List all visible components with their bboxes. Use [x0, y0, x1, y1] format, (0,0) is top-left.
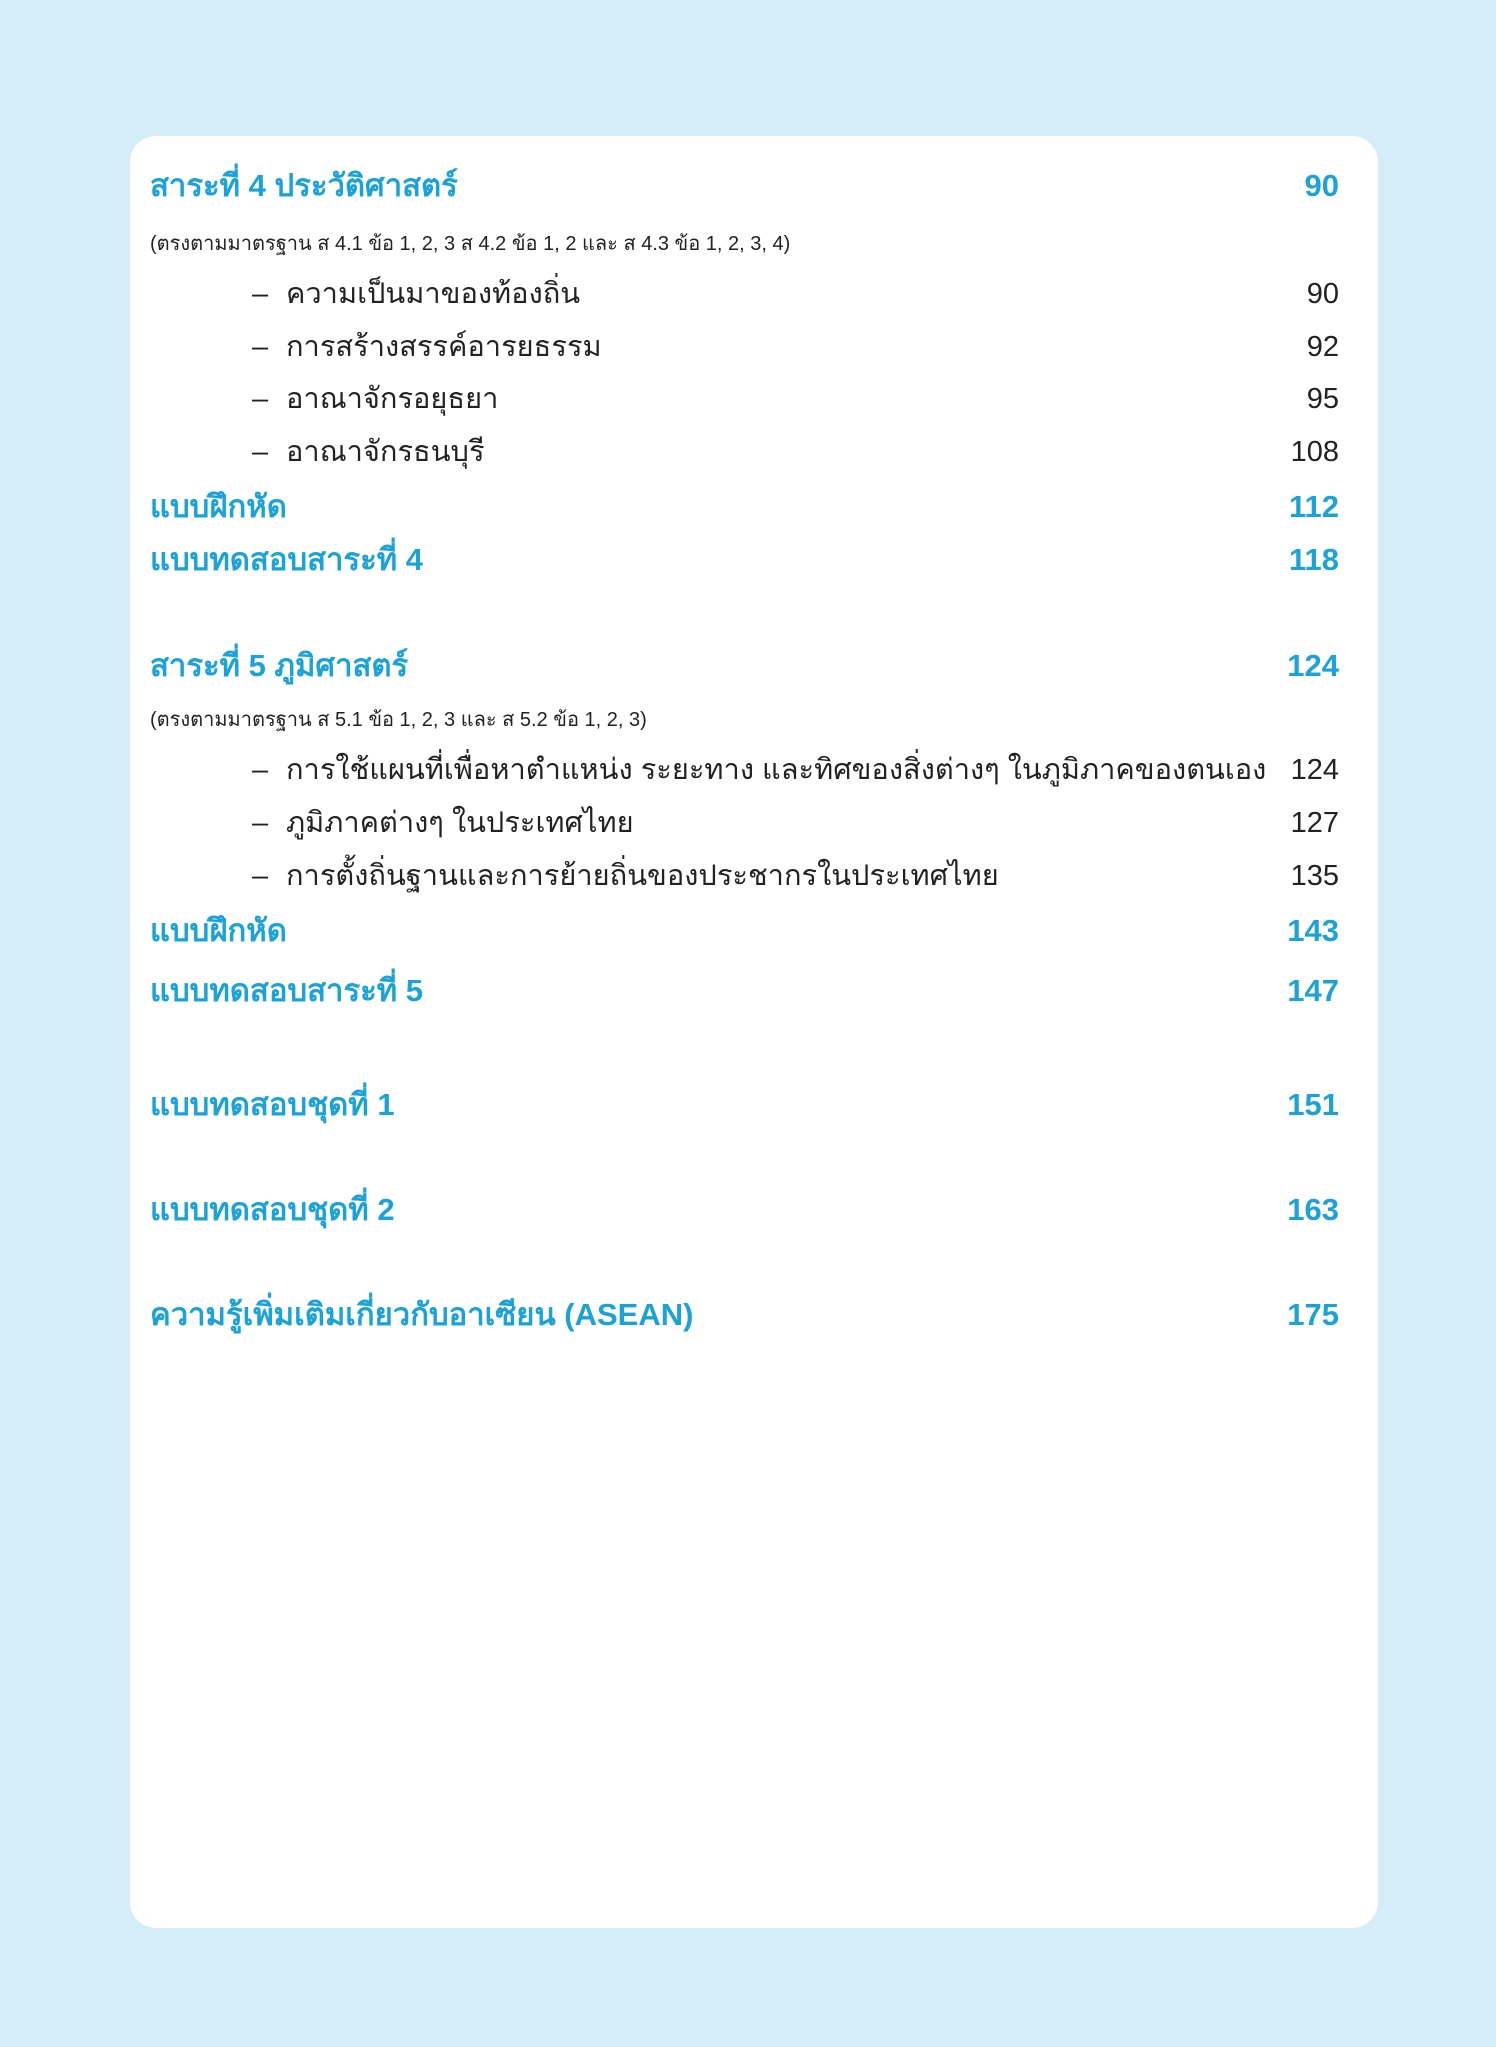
toc-page-number: 112 — [1288, 489, 1339, 524]
toc-heading-section-4[interactable] — [150, 160, 1339, 210]
toc-page-number: 147 — [1287, 973, 1339, 1008]
toc-heading-final-test-2[interactable] — [150, 1184, 1339, 1234]
toc-item-label: อาณาจักรธนบุรี — [286, 436, 485, 468]
toc-page-number: 124 — [1287, 648, 1339, 683]
dash-bullet: – — [252, 383, 269, 415]
toc-page-number: 90 — [1306, 278, 1339, 310]
dash-bullet: – — [252, 331, 269, 363]
toc-item[interactable] — [252, 799, 1339, 845]
toc-item-label: การใช้แผนที่เพื่อหาตำแหน่ง ระยะทาง และทิศของสิ่งต่างๆ ในภูมิภาคของตนเอง — [286, 754, 1267, 786]
toc-heading-asean[interactable] — [150, 1289, 1339, 1339]
dash-bullet: – — [252, 860, 269, 892]
standard-note: (ตรงตามมาตรฐาน ส 4.1 ข้อ 1, 2, 3 ส 4.2 ข้อ 1, 2 และ ส 4.3 ข้อ 1, 2, 3, 4) — [150, 233, 791, 255]
toc-item[interactable] — [252, 746, 1339, 792]
dash-bullet: – — [252, 278, 269, 310]
toc-item[interactable] — [252, 270, 1339, 316]
toc-page-number: 92 — [1306, 331, 1339, 363]
toc-item-label: อาณาจักรอยุธยา — [286, 383, 499, 415]
toc-page-number: 95 — [1306, 383, 1339, 415]
toc-page-number: 135 — [1290, 860, 1339, 892]
toc-item[interactable] — [252, 428, 1339, 474]
toc-page-number: 151 — [1287, 1087, 1339, 1122]
toc-item[interactable] — [252, 852, 1339, 898]
dash-bullet: – — [252, 754, 269, 786]
toc-page-number: 163 — [1287, 1192, 1339, 1227]
toc-page-number: 90 — [1304, 168, 1339, 203]
standard-note: (ตรงตามมาตรฐาน ส 5.1 ข้อ 1, 2, 3 และ ส 5.2 ข้อ 1, 2, 3) — [150, 709, 647, 731]
toc-item-label: ความเป็นมาของท้องถิ่น — [286, 278, 581, 310]
toc-item-label: ภูมิภาคต่างๆ ในประเทศไทย — [286, 807, 634, 839]
toc-heading-label: แบบทดสอบสาระที่ 4 — [150, 542, 424, 577]
toc-heading-label: แบบทดสอบชุดที่ 2 — [150, 1192, 395, 1227]
dash-bullet: – — [252, 807, 269, 839]
toc-heading-section-5[interactable] — [150, 640, 1339, 690]
toc-heading-label: สาระที่ 5 ภูมิศาสตร์ — [150, 648, 409, 683]
toc-heading-exercise[interactable] — [150, 481, 1339, 531]
toc-heading-label: แบบทดสอบชุดที่ 1 — [150, 1087, 395, 1122]
toc-heading-exercise[interactable] — [150, 905, 1339, 955]
toc-heading-test[interactable] — [150, 534, 1339, 584]
toc-heading-label: แบบฝึกหัด — [150, 489, 287, 524]
toc-heading-final-test-1[interactable] — [150, 1079, 1339, 1129]
toc-page-number: 127 — [1290, 807, 1339, 839]
toc-heading-label: สาระที่ 4 ประวัติศาสตร์ — [150, 168, 458, 203]
dash-bullet: – — [252, 436, 269, 468]
toc-item-label: การสร้างสรรค์อารยธรรม — [286, 331, 602, 363]
toc-page-number: 108 — [1290, 436, 1339, 468]
toc-item-label: การตั้งถิ่นฐานและการย้ายถิ่นของประชากรในประเทศไทย — [286, 860, 999, 892]
toc-page-number: 124 — [1290, 754, 1339, 786]
toc-heading-label: แบบฝึกหัด — [150, 913, 287, 948]
toc-page-number: 143 — [1287, 913, 1339, 948]
toc-item[interactable] — [252, 375, 1339, 421]
toc-page-number: 118 — [1288, 542, 1339, 577]
toc-heading-test[interactable] — [150, 965, 1339, 1015]
toc-item[interactable] — [252, 323, 1339, 369]
toc-page-number: 175 — [1287, 1297, 1339, 1332]
toc-heading-label: ความรู้เพิ่มเติมเกี่ยวกับอาเซียน (ASEAN) — [150, 1297, 694, 1332]
toc-heading-label: แบบทดสอบสาระที่ 5 — [150, 973, 424, 1008]
